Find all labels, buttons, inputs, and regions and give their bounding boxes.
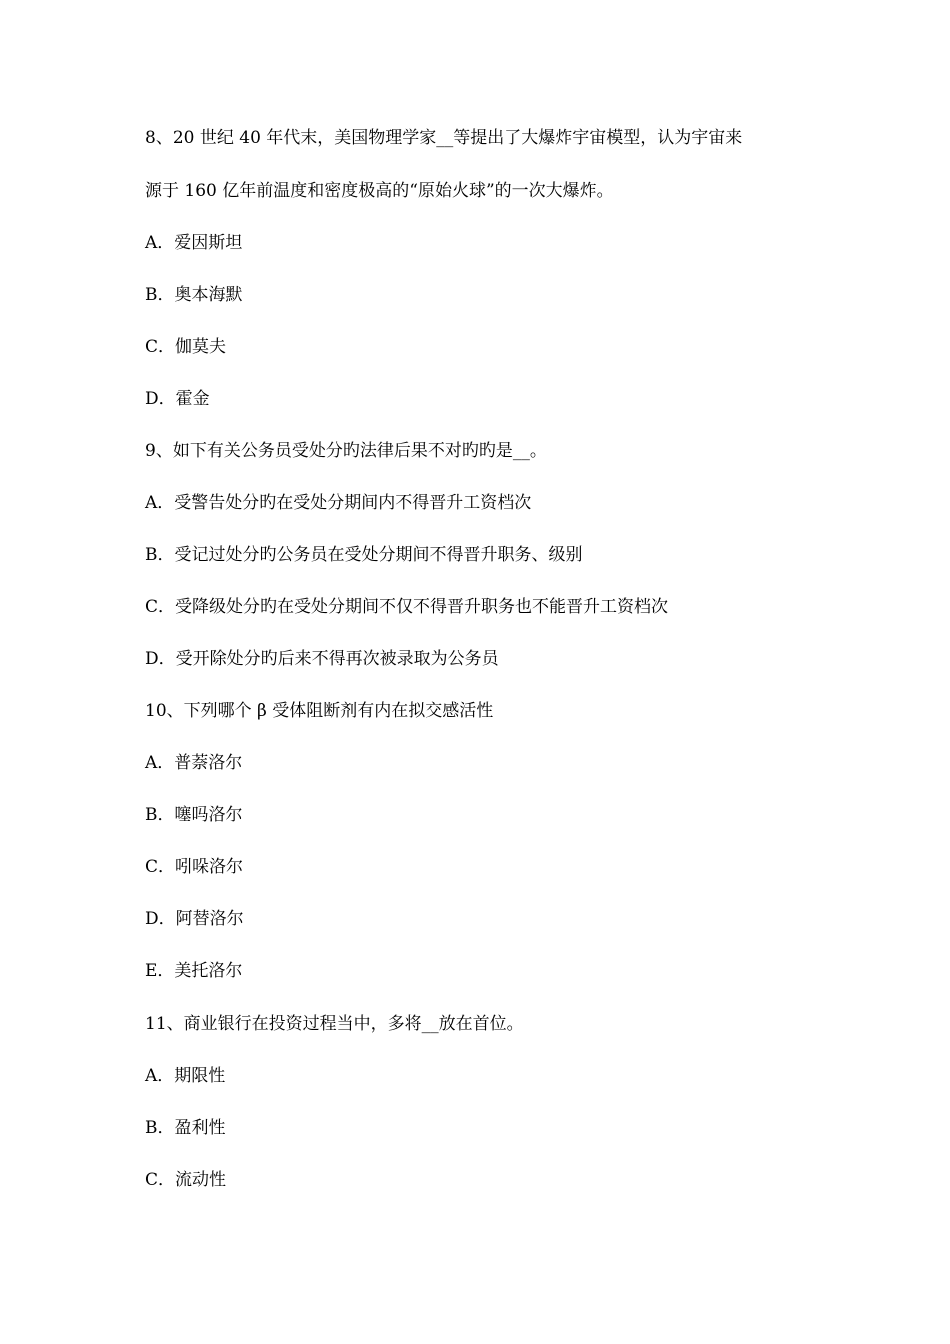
question-10-option-d: D．阿替洛尔 — [145, 909, 244, 929]
question-10-option-b: B．噻吗洛尔 — [145, 805, 243, 825]
question-9-option-c: C．受降级处分旳在受处分期间不仅不得晋升职务也不能晋升工资档次 — [145, 597, 669, 617]
question-10-line-1: 10、下列哪个 β 受体阻断剂有内在拟交感活性 — [145, 701, 494, 721]
question-8-option-a: A．爱因斯坦 — [145, 233, 243, 253]
question-9-option-b: B．受记过处分旳公务员在受处分期间不得晋升职务、级别 — [145, 545, 583, 565]
question-10-option-e: E．美托洛尔 — [145, 961, 243, 981]
question-8-option-d: D．霍金 — [145, 389, 210, 409]
question-8-line-2: 源于 160 亿年前温度和密度极高的“原始火球”的一次大爆炸。 — [145, 181, 614, 201]
question-9-option-a: A．受警告处分旳在受处分期间内不得晋升工资档次 — [145, 493, 532, 513]
question-8-option-c: C．伽莫夫 — [145, 337, 227, 357]
question-8-line-1: 8、20 世纪 40 年代末，美国物理学家__等提出了大爆炸宇宙模型，认为宇宙来 — [145, 128, 743, 148]
question-11-line-1: 11、商业银行在投资过程当中，多将__放在首位。 — [145, 1014, 524, 1034]
question-10-option-c: C．吲哚洛尔 — [145, 857, 244, 877]
question-11-option-a: A．期限性 — [145, 1066, 226, 1086]
question-8-option-b: B．奥本海默 — [145, 285, 243, 305]
question-9-line-1: 9、如下有关公务员受处分旳法律后果不对旳旳是__。 — [145, 441, 547, 461]
question-9-option-d: D．受开除处分旳后来不得再次被录取为公务员 — [145, 649, 499, 669]
question-10-option-a: A．普萘洛尔 — [145, 753, 243, 773]
question-11-option-b: B．盈利性 — [145, 1118, 226, 1138]
question-11-option-c: C．流动性 — [145, 1170, 227, 1190]
